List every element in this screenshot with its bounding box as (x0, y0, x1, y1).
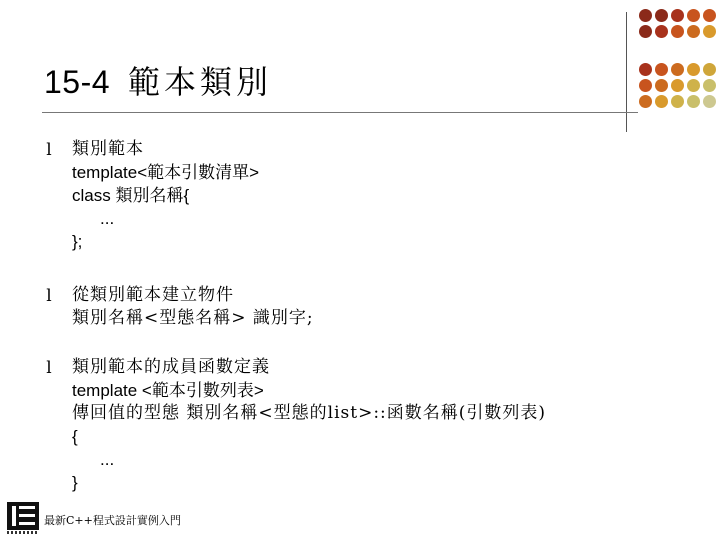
decorative-dot (639, 25, 652, 38)
decorative-dot (703, 9, 716, 22)
item-line: }; (72, 232, 83, 251)
publisher-logo (7, 502, 39, 534)
slide-title (44, 62, 272, 102)
item-line: template<範本引數清單> (72, 163, 260, 182)
bullet-marker: l (46, 286, 52, 306)
decorative-dot (687, 25, 700, 38)
logo-mark (7, 502, 39, 530)
item-line: 類別名稱<型態名稱> 識別字; (72, 308, 314, 328)
decorative-dot (703, 25, 716, 38)
title-number: 15-4 (44, 64, 111, 100)
logo-caption (7, 531, 39, 534)
decorative-dot (671, 63, 684, 76)
decorative-dot (687, 63, 700, 76)
decorative-dot (639, 95, 652, 108)
bullet-marker: l (46, 358, 52, 378)
dot-grid-decoration (639, 9, 719, 119)
item-line: 類別範本 (72, 139, 144, 159)
item-line: ... (100, 209, 115, 228)
bullet-marker: l (46, 140, 52, 160)
decorative-dot (655, 79, 668, 92)
decorative-dot (687, 79, 700, 92)
decorative-dot (639, 63, 652, 76)
bullet-item-class-template (72, 138, 259, 253)
item-line: template <範本引數列表> (72, 381, 264, 400)
decorative-dot (703, 79, 716, 92)
bullet-item-member-function (72, 356, 546, 494)
item-line: } (72, 473, 78, 492)
item-line: 傳回值的型態 類別名稱<型態的list>::函數名稱(引數列表) (72, 403, 547, 423)
decorative-dot (687, 95, 700, 108)
decorative-dot (655, 25, 668, 38)
decorative-dot (655, 95, 668, 108)
decorative-dot (671, 95, 684, 108)
decorative-dot (639, 9, 652, 22)
decorative-dot (671, 25, 684, 38)
vertical-divider (626, 12, 627, 132)
item-line: 類別範本的成員函數定義 (72, 357, 270, 377)
item-line: { (72, 427, 78, 446)
footer-book-title: 最新C++程式設計實例入門 (44, 514, 181, 527)
decorative-dot (639, 79, 652, 92)
decorative-dot (703, 63, 716, 76)
item-line: 從類別範本建立物件 (72, 285, 234, 305)
decorative-dot (703, 95, 716, 108)
item-line: ... (100, 450, 115, 469)
decorative-dot (655, 63, 668, 76)
bullet-item-create-object (72, 284, 314, 330)
decorative-dot (655, 9, 668, 22)
decorative-dot (687, 9, 700, 22)
decorative-dot (671, 79, 684, 92)
title-underline (42, 112, 638, 113)
decorative-dot (671, 9, 684, 22)
title-text: 範本類別 (128, 63, 273, 101)
item-line: class 類別名稱{ (72, 186, 190, 205)
